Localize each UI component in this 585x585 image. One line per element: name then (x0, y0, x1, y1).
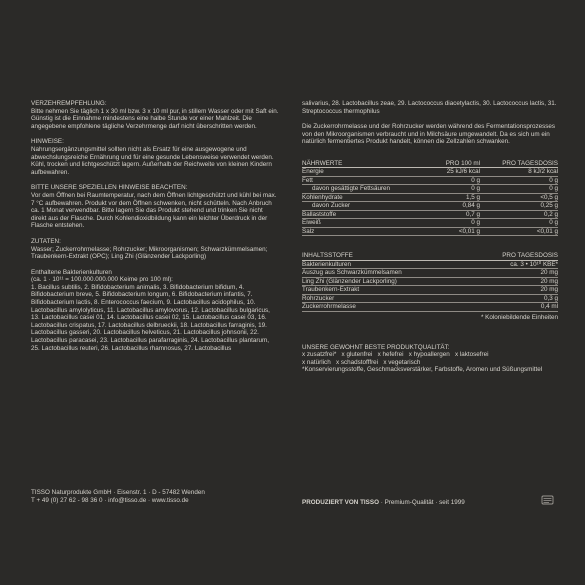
contents-label: Ling Zhi (Glänzender Lackporling) (302, 277, 466, 286)
contents-table-section (302, 252, 558, 321)
nutrition-label: davon Zucker (302, 202, 430, 211)
nutrition-perday: 0 g (480, 219, 558, 228)
nutrition-header-perday: PRO TAGESDOSIS (480, 160, 558, 168)
nutrition-per100: 1,5 g (430, 193, 480, 202)
cultures-heading: Enthaltene Bakterienkulturen (31, 268, 112, 276)
footer-contact: T + 49 (0) 27 62 - 98 36 0 · info@tisso.de · www.tisso.de (31, 496, 189, 504)
nutrition-per100: <0,01 g (430, 227, 480, 236)
nutrition-perday: 0,2 g (480, 210, 558, 219)
contents-label: Traubenkern-Extrakt (302, 286, 466, 295)
cultures-list-continued: salivarius, 28. Lactobacillus zeae, 29. Lactococcus diacetylactis, 30. Lactococcus lactis, 31. Streptococcus thermophilus (302, 100, 557, 115)
contents-header-label: INHALTSSTOFFE (302, 252, 466, 260)
nutrition-perday: 8 kJ/2 kcal (480, 168, 558, 177)
contents-body (302, 260, 558, 311)
contents-label: Rohrzucker (302, 294, 466, 303)
nutrition-row (302, 193, 558, 202)
nutrition-label: Kohlenhydrate (302, 193, 430, 202)
nutrition-perday: 0,25 g (480, 202, 558, 211)
premium-quality-note: · Premium-Qualität · seit 1999 (378, 499, 465, 506)
contents-perday: 20 mg (466, 277, 558, 286)
contents-table (302, 252, 558, 312)
ingredients-section (31, 238, 279, 261)
quality-line-2: x natürlich x schadstofffrei x vegetarisch (302, 358, 421, 366)
contents-row (302, 269, 558, 278)
nutrition-header-row (302, 160, 558, 168)
dosage-text: Bitte nehmen Sie täglich 1 x 30 ml bzw. 3 x 10 ml pur, in stillem Wasser oder mit Saft ein. Günstig ist die Einnahme mindestens eine halbe Stunde vor einer Mahlzeit. Die angegebene empfohlene tägliche Verzehrmenge darf nicht überschritten werden. (31, 107, 279, 130)
nutrition-perday: <0,01 g (480, 227, 558, 236)
nutrition-perday: <0,5 g (480, 193, 558, 202)
cultures-list: 1. Bacillus subtilis, 2. Bifidobacterium animalis, 3. Bifidobacterium bifidum, 4. Bifidobacterium breve, 5. Bifidobacterium longum, 6. Bifidobacterium infantis, 7. Bifidobacterium lactis, 8. Enterococcus faecium, 9. Lactobacillus acidophilus, 10. Lactobacillus amylolyticus, 11. Lactobacillus amylovorus, 12. Lactobacillus bulgaricus, 13. Lactobacillus casei 01, 14. Lactobacillus casei 02, 15. Lactobacillus casei 03, 16. Lactobacillus crispatus, 17. Lactobacillus delbrueckii, 18. Lactobacillus farraginis, 19. Lactobacillus gasseri, 20. Lactobacillus helveticus, 21. Lactobacillus johnsonii, 22. Lactobacillus paracasei, 23. Lactobacillus parafarraginis, 24. Lactobacillus plantarum, 25. Lactobacillus reuteri, 26. Lactobacillus rhamnosus, 27. Lactobacillus (31, 283, 270, 352)
contents-row (302, 303, 558, 312)
left-column (31, 100, 279, 360)
nutrition-table (302, 160, 558, 237)
contents-perday: 0,3 g (466, 294, 558, 303)
dosage-heading: VERZEHREMPFEHLUNG: (31, 100, 107, 107)
nutrition-label: davon gesättigte Fettsäuren (302, 185, 430, 194)
nutrition-per100: 0,7 g (430, 210, 480, 219)
nutrition-per100: 0 g (430, 176, 480, 185)
recycling-cup-icon (541, 495, 554, 505)
nutrition-table-section (302, 160, 558, 237)
quality-note: *Konservierungsstoffe, Geschmacksverstärker, Farbstoffe, Aromen und Süßungsmittel (302, 366, 543, 374)
right-column (302, 100, 558, 374)
notice-section (31, 138, 279, 176)
cultures-count: (ca. 1 · 10¹¹ = 100.000.000.000 Keime pro 100 ml): (31, 276, 173, 284)
quality-line-1: x zusatzfrei* x glutenfrei x hefefrei x hypoallergen x laktosefrei (302, 351, 489, 359)
notice-heading: HINWEISE: (31, 138, 64, 146)
special-section (31, 184, 279, 230)
dosage-section (31, 100, 279, 130)
nutrition-body (302, 168, 558, 236)
nutrition-per100: 0 g (430, 185, 480, 194)
quality-section (302, 344, 558, 374)
contents-footnote: * Koloniebildende Einheiten (480, 313, 558, 321)
contents-header-perday: PRO TAGESDOSIS (466, 252, 558, 260)
nutrition-per100: 0 g (430, 219, 480, 228)
nutrition-per100: 0,84 g (430, 202, 480, 211)
contents-header-row (302, 252, 558, 260)
nutrition-perday: 0 g (480, 176, 558, 185)
ingredients-heading: ZUTATEN: (31, 237, 61, 245)
contents-row (302, 286, 558, 295)
nutrition-header-label: NÄHRWERTE (302, 160, 430, 168)
footer-address (31, 489, 291, 504)
nutrition-row (302, 227, 558, 236)
nutrition-row (302, 219, 558, 228)
footer-producer (302, 499, 542, 507)
contents-row (302, 277, 558, 286)
notice-text: Nahrungsergänzungsmittel sollten nicht als Ersatz für eine ausgewogene und abwechslungsreiche Ernährung und für eine gesunde Lebensweise verwendet werden. Kühl, trocken und lichtgeschützt lagern. Außerhalb der Reichweite von kleinen Kindern aufbewahren. (31, 145, 274, 176)
nutrition-label: Ballaststoffe (302, 210, 430, 219)
contents-perday: 0,4 ml (466, 303, 558, 312)
cultures-continued (302, 100, 558, 115)
nutrition-row (302, 176, 558, 185)
quality-heading: UNSERE GEWOHNT BESTE PRODUKTQUALITÄT: (302, 343, 450, 351)
nutrition-label: Energie (302, 168, 430, 177)
contents-perday: 20 mg (466, 286, 558, 295)
nutrition-label: Fett (302, 176, 430, 185)
footer-company: TISSO Naturprodukte GmbH · Eisenstr. 1 · D - 57482 Wenden (31, 489, 205, 496)
nutrition-row (302, 168, 558, 177)
nutrition-row (302, 210, 558, 219)
special-heading: BITTE UNSERE SPEZIELLEN HINWEISE BEACHTEN: (31, 184, 188, 192)
nutrition-perday: 0 g (480, 185, 558, 194)
nutrition-label: Eiweiß (302, 219, 430, 228)
special-text: Vor dem Öffnen bei Raumtemperatur, nach dem Öffnen lichtgeschützt und kühl bei max. 7 °C aufbewahren. Produkt vor dem Öffnen schwenken, nicht schütteln. Nach Anbruch ca. 1 Monat verwendbar. Bitte lagern Sie das Produkt stehend und trinken Sie nicht direkt aus der Flasche. Durch Kohlendioxidbildung kann ein leichter Überdruck in der Flasche entstehen. (31, 191, 277, 230)
nutrition-row (302, 185, 558, 194)
nutrition-per100: 25 kJ/6 kcal (430, 168, 480, 177)
contents-label: Zuckerrohrmelasse (302, 303, 466, 312)
cultures-section (31, 269, 279, 353)
contents-perday: 20 mg (466, 269, 558, 278)
nutrition-header-per100: PRO 100 ml (430, 160, 480, 168)
contents-row (302, 260, 558, 269)
contents-perday: ca. 3 • 10¹⁰ KBE* (466, 260, 558, 269)
contents-row (302, 294, 558, 303)
nutrition-row (302, 202, 558, 211)
ingredients-text: Wasser; Zuckerrohrmelasse; Rohrzucker; Mikroorganismen; Schwarzkümmelsamen; Traubenkern-Extrakt (OPC); Ling Zhi (Glänzender Lackporling) (31, 245, 268, 261)
fermentation-text: Die Zuckerrohrmelasse und der Rohrzucker werden während des Fermentationsprozesses von den Mikroorganismen verbraucht und in Milchsäure umgewandelt. Da es sich um ein natürlich fermentiertes Produkt handelt, können die Zellzahlen schwanken. (302, 123, 556, 146)
contents-label: Bakterienkulturen (302, 260, 466, 269)
nutrition-label: Salz (302, 227, 430, 236)
contents-label: Auszug aus Schwarzkümmelsamen (302, 269, 466, 278)
fermentation-section (302, 123, 558, 146)
produced-by-label: PRODUZIERT VON TISSO (302, 499, 379, 506)
